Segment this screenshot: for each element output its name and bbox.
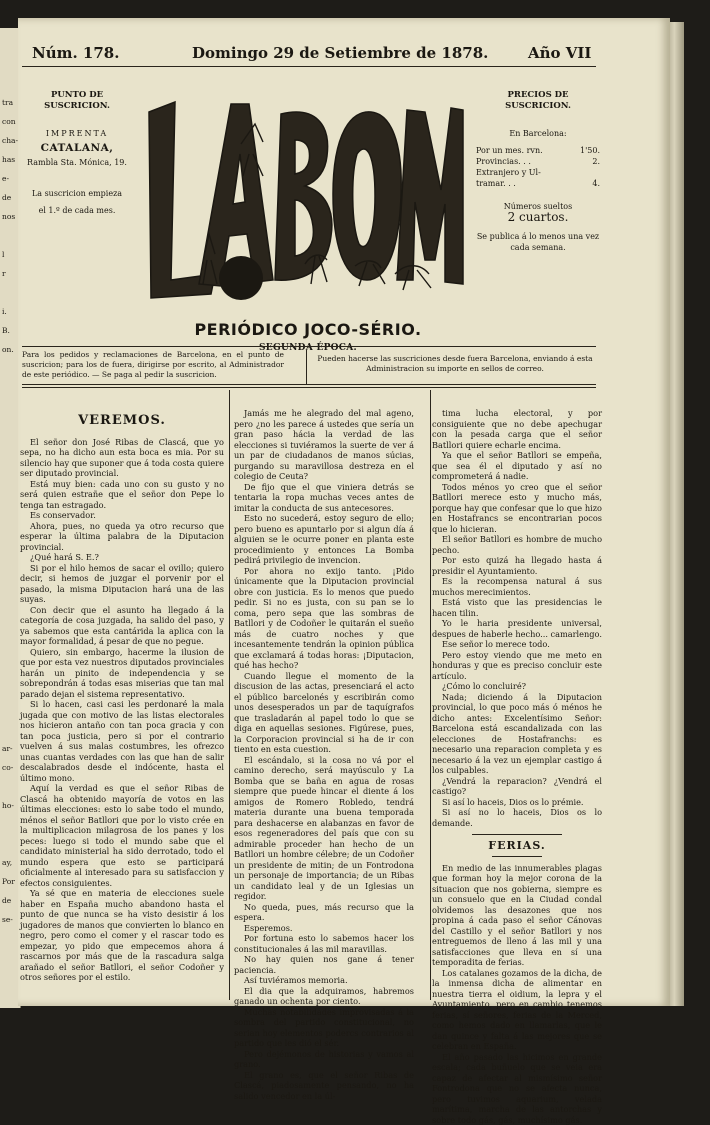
page-edge-stack — [668, 22, 684, 1006]
prices-city: En Barcelona: — [476, 128, 600, 139]
article-paragraph: Ya que el señor Batllori se empeña, que sea él el diputado y así no comprometerá á nadie. — [432, 450, 602, 482]
notice-bottom-rule-2 — [22, 387, 596, 388]
article-column-3 — [432, 408, 602, 1000]
article-paragraph: Con decir que el asunto ha llegado á la categoría de cosa juzgada, ha salido del paso, y ya sabemos que esta cantárida la aplica con la mayor formalidad, á pesar de que no pegue. — [20, 605, 224, 647]
printer-label: IMPRENTA — [22, 128, 132, 139]
article-column-3-text — [432, 408, 602, 828]
loose-issues-price: 2 cuartos. — [476, 212, 600, 223]
article-paragraph: Por ahora no exijo tanto. ¡Pido únicamente que la Diputacion provincial obre con justicia. Es lo menos que puedo pedir. Si no es justa, con su pan se lo coma, pero sepa que las sombras de Batllori y de Codoñer le quitarán el sueño más de cuatro noches y que incesantemente tendrán la opinion pública que exclamará á todas horas: ¡Diputacion, qué has hecho? — [234, 566, 414, 671]
article-paragraph: Yo le haria presidente universal, despues de haberle hecho... camarlengo. — [432, 618, 602, 639]
subscription-point-box — [22, 90, 132, 216]
newspaper-page — [18, 18, 670, 1006]
article-column-1 — [20, 408, 224, 1000]
price-list — [476, 145, 600, 189]
price-label: Por un mes. rvn. — [476, 145, 543, 156]
price-value: 1'50. — [580, 145, 600, 156]
article-paragraph: Esto no sucederá, estoy seguro de ello; pero bueno es apuntarlo por si algun día á alguien se le ocurre poner en planta este procedimiento y entonces La Bomba pedirá privilegio de invencion. — [234, 513, 414, 566]
notice-bottom-rule — [22, 384, 596, 385]
article-paragraph: Quiero, sin embargo, hacerme la ilusion de que por esta vez nuestros diputados provinciales harán un pinito de independencia y se sobrepondrán á todas esas miserias que tan mal parado dejan el sistema representativo. — [20, 647, 224, 700]
article-paragraph: Pero estoy viendo que me meto en honduras y que es preciso concluir este artículo. — [432, 650, 602, 682]
article-paragraph: Si por el hilo hemos de sacar el ovillo; quiero decir, si hemos de juzgar el porvenir por el pasado, la misma Diputacion hará una de las suyas. — [20, 563, 224, 605]
issue-number: Núm. 178. — [32, 44, 119, 62]
price-row — [476, 178, 600, 189]
article-paragraph: ¿Qué hará S. E.? — [20, 552, 224, 563]
bomb-graphic — [219, 256, 263, 300]
article-paragraph: Esperemos. — [234, 923, 414, 934]
article-paragraph: Por esto quizá ha llegado hasta á presidir el Ayuntamiento. — [432, 555, 602, 576]
printer-name: CATALANA, — [22, 143, 132, 154]
article-paragraph: ¿Vendrá la reparacion? ¿Vendrá el castigo? — [432, 776, 602, 797]
masthead-logo — [145, 84, 465, 312]
notice-divider — [306, 350, 307, 384]
header-rule — [22, 66, 596, 67]
previous-page-fragment: r — [2, 269, 20, 279]
printer-address: Rambla Sta. Mónica, 19. — [22, 157, 132, 168]
notice-top-rule — [22, 346, 596, 347]
article-paragraph: En medio de las innumerables plagas que forman hoy la mejor corona de la situacion que nos gobierna, siempre es un consuelo que en la Ciudad condal olvidemos las desazones que nos propina á cada paso el señor Cánovas del Castillo y el señor Batllori y nos entreguemos de lleno á las mil y una satisfacciones que lleva en sí una temporadita de ferias. — [432, 863, 602, 968]
previous-page-fragment: se- — [2, 915, 20, 925]
notice-right: Pueden hacerse las suscriciones desde fuera Barcelona, enviando á esta Administracion su importe en sellos de correo. — [314, 354, 596, 374]
price-row — [476, 167, 600, 178]
article-paragraph: Si lo hacen, casi casi les perdonaré la mala jugada que con motivo de las listas electorales nos hicieron antaño con tan poca gracia y con tan poca justicia, pero si por el contrario vuelven á sus malas costumbres, les ofrezco unas cuantas verdades con las que han de salir descalabrados desde el indócente, hasta el último mono. — [20, 699, 224, 783]
article-title-ferias: FERIAS. — [432, 841, 602, 852]
column-divider-2 — [430, 390, 431, 1000]
loose-issues-label: Números sueltos — [476, 201, 600, 212]
article-paragraph: Jamás me he alegrado del mal ageno, pero ¿no les parece á ustedes que sería un gran paso hácia la verdad de las elecciones si tuviéramos la suerte de ver á un par de ciudadanos de manos súcias, purgando su maravillosa destreza en el colegio de Ceuta? — [234, 408, 414, 482]
article-paragraph: Ahora, pues, no queda ya otro recurso que esperar la última palabra de la Diputacion provincial. — [20, 521, 224, 553]
article-column-1-text — [20, 437, 224, 983]
article-paragraph: Si así no lo haceis, Dios os lo demande. — [432, 807, 602, 828]
price-row — [476, 145, 600, 156]
article-paragraph: El escándalo, si la cosa no vá por el camino derecho, será mayúsculo y La Bomba que se baña en agua de rosas siempre que puede hincar el diente á los amigos de Romero Robledo, tendrá materia durante una buena temporada para deshacerse en alabanzas en favor de esos regeneradores del país que con su admirable proceder han hecho de un Batllori un hombre célebre; de un Codoñer un presidente de mitin; de un Fontrodona un personaje de importancia; de un Ribas un candidato leal y de un Iglesias un regidor. — [234, 755, 414, 902]
article-paragraph: Aquí la verdad es que el señor Ribas de Clascá ha obtenido mayoría de votos en las últimas elecciones: esto lo sabe todo el mundo, ménos el señor Batllori que por lo visto crée en la multiplicacion milagrosa de los panes y los peces: luego si todo el mundo sabe que el candidato ministerial ha sido derrotado, todo el mundo espera que esto se participará oficialmente al interesado para su satisfaccion y efectos consiguientes. — [20, 783, 224, 888]
notice-left: Para los pedidos y reclamaciones de Barcelona, en el punto de suscricion; para los de fuera, dirigirse por escrito, al Administrador de este periódico. — Se paga al pedir la suscricion. — [22, 350, 284, 380]
subscription-point-title: PUNTO DE SUSCRICION. — [22, 90, 132, 112]
price-label: Extranjero y Ul- — [476, 167, 541, 178]
previous-page-fragment: has — [2, 155, 20, 165]
article-paragraph: Es la recompensa natural á sus muchos merecimientos. — [432, 576, 602, 597]
price-label: tramar. . . — [476, 178, 516, 189]
previous-page-fragment: nos — [2, 212, 20, 222]
previous-page-fragment: i. — [2, 307, 20, 317]
previous-page-fragment: ho- — [2, 801, 20, 811]
article-paragraph: Los catalanes gozamos de la dicha, de la inmensa dicha de alimentar en nuestra tierra el oidium, la lepra y el Ayuntamiento, pero en cambio tenemos ferias, sí señores, ferias de la Merced, como hemos dado en llamarlas, que le dan quince y falta á las mejores que se celebran en España. — [432, 968, 602, 1052]
price-value: 2. — [592, 156, 600, 167]
masthead-illustration — [145, 84, 465, 312]
article-paragraph: El año pasado las hicimos en grande escala; cada buñuelo que se veia era capaz de afectar al mismísimo señor Fontrodona que no se afecta nunca, pero tuvimos aquarium, velada marítima, marcha de las antorchas y sobre todo gás, gás, muchísimo gás. — [432, 1052, 602, 1125]
subscription-start-2: el 1.º de cada mes. — [22, 205, 132, 216]
article-paragraph: Por fortuna esto lo sabemos hacer los constitucionales á las mil maravillas. — [234, 933, 414, 954]
article-column-2-text — [234, 408, 414, 1101]
article-paragraph: El señor don José Ribas de Clascá, que yo sepa, no ha dicho aun esta boca es mia. Por su silencio hay que suponer que á toda costa quiere ser diputado provincial. — [20, 437, 224, 479]
article-paragraph: Cuando llegue el momento de la discusion de las actas, presenciará el acto el público barcelonés y escribirán como unos desesperados un par de taquígrafos que trasladarán al papel todo lo que se diga en aquellas sesiones. Figúrese, pues, la Corporacion provincial si ha de ir con tiento en esta cuestion. — [234, 671, 414, 755]
article-paragraph: El dia que la adquiramos, habremos ganado un ochenta por ciento. — [234, 986, 414, 1007]
article-paragraph: Está visto que las presidencias le hacen tilin. — [432, 597, 602, 618]
article-paragraph: De fijo que el que viniera detrás se tentaria la ropa muchas veces antes de imitar la conducta de sus antecesores. — [234, 482, 414, 514]
section-separator — [472, 834, 562, 835]
article-paragraph: Nada; diciendo á la Diputacion provincial, lo que poco más ó ménos he dicho antes: Excelentísimo Señor: Barcelona está escandalizada con las elecciones de Hostafranchs: es necesario una reparacion completa y es necesario á la vez un ejemplar castigo á los culpables. — [432, 692, 602, 776]
masthead-epoch: SEGUNDA ÉPOCA. — [118, 343, 498, 353]
article-paragraph: ¿Cómo lo concluiré? — [432, 681, 602, 692]
previous-page-fragment: con — [2, 117, 20, 127]
article-paragraph: Pero dejémonos de historias y vamos al grano. — [234, 1049, 414, 1070]
article-paragraph: El grano es, que el señor Ribas de Clascá, piadosamente pensando, no ha salido vencedor en la úl- — [234, 1070, 414, 1102]
previous-page-fragment: ay, — [2, 858, 20, 868]
article-paragraph: Si así lo haceis, Dios os lo prémie. — [432, 797, 602, 808]
issue-date: Domingo 29 de Setiembre de 1878. — [192, 44, 488, 62]
article-paragraph: Es conservador. — [20, 510, 224, 521]
article-paragraph: Así tuviéramos memoria. — [234, 975, 414, 986]
masthead-subtitle: PERIÓDICO JOCO-SÉRIO. — [118, 320, 498, 339]
article-paragraph: tima lucha electoral, y por consiguiente que no debe apechugar con la pesada carga que el señor Batllori quiere echarle encima. — [432, 408, 602, 450]
article-paragraph: Ya sé que en materia de elecciones suele haber en España mucho abandono hasta el punto de que nunca se ha visto desistir á los jugadores de manos que convierten lo blanco en negro, pero como el comer y el rascar todo es empezar, yo pido que empecemos ahora á rascarnos por más que de la rascadura salga arañado el señor Batllori, el señor Codoñer y otros señores por el estilo. — [20, 888, 224, 983]
article-paragraph: Todos ménos yo creo que el señor Batllori merece esto y mucho más, porque hay que confesar que lo que hizo en Hostafrancs se encontrarian pocos que lo hicieran. — [432, 482, 602, 535]
previous-page-fragment: on. — [2, 345, 20, 355]
article-paragraph: Está muy bien: cada uno con su gusto y no será quien estrañe que el señor don Pepe lo tenga tan estragado. — [20, 479, 224, 511]
previous-page-fragment: l — [2, 250, 20, 260]
price-label: Provincias. . . — [476, 156, 531, 167]
price-row — [476, 156, 600, 167]
previous-page-fragment: B. — [2, 326, 20, 336]
previous-page-fragment: de — [2, 896, 20, 906]
previous-page-fragment: co- — [2, 763, 20, 773]
previous-page-fragment: cha- — [2, 136, 20, 146]
prices-title: PRECIOS DE SUSCRICION. — [476, 90, 600, 112]
article-title-veremos: VEREMOS. — [20, 416, 224, 427]
issue-year: Año VII — [528, 44, 591, 62]
previous-page-fragment: tra — [2, 98, 20, 108]
article-paragraph: Ese señor lo merece todo. — [432, 639, 602, 650]
article-column-2 — [234, 408, 414, 1000]
previous-page-fragment: e- — [2, 174, 20, 184]
article-paragraph: Muchas notabilidades improvisadas á la sombra del partido constitucional, no serian hoy elementos podercs contrarios al partido que les dió el sér. — [234, 1007, 414, 1049]
publication-frequency: Se publica á lo menos una vez cada semana. — [476, 231, 600, 253]
column-divider-1 — [229, 390, 230, 1000]
ferias-underline — [492, 856, 542, 857]
article-paragraph: No hay quien nos gane á tener paciencia. — [234, 954, 414, 975]
previous-page-fragment: de — [2, 193, 20, 203]
previous-page-fragment: Por — [2, 877, 20, 887]
price-value: 4. — [592, 178, 600, 189]
subscription-start-1: La suscricion empieza — [22, 188, 132, 199]
subscription-prices-box — [476, 90, 600, 253]
article-paragraph: El señor Batllori es hombre de mucho pecho. — [432, 534, 602, 555]
ferias-text — [432, 863, 602, 1125]
previous-page-fragment: ar- — [2, 744, 20, 754]
article-paragraph: No queda, pues, más recurso que la espera. — [234, 902, 414, 923]
